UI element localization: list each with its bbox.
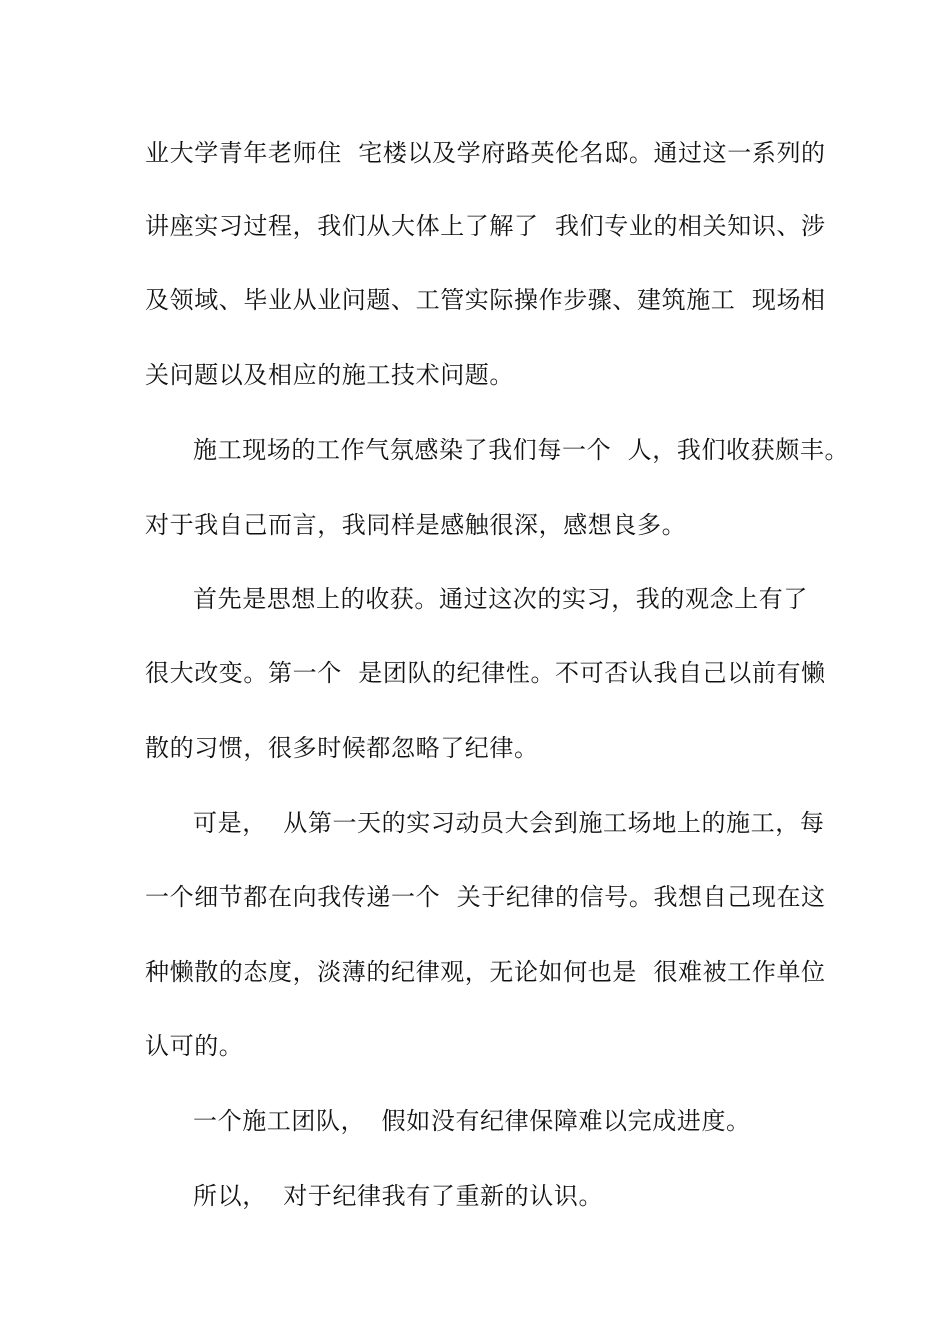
- paragraph-first-line: 首先是思想上的收获。通过这次的实习，我的观念上有了: [193, 585, 808, 613]
- text-line: 一个细节都在向我传递一个 关于纪律的信号。我想自己现在这: [145, 883, 826, 911]
- text-line: 业大学青年老师住 宅楼以及学府路英伦名邸。通过这一系列的: [145, 139, 826, 167]
- text-line: 很大改变。第一个 是团队的纪律性。不可否认我自己以前有懒: [145, 659, 826, 687]
- text-line: 讲座实习过程，我们从大体上了解了 我们专业的相关知识、涉: [145, 212, 826, 240]
- text-line: 认可的。: [145, 1032, 244, 1060]
- paragraph-first-line: 所以， 对于纪律我有了重新的认识。: [193, 1182, 604, 1210]
- text-line: 关问题以及相应的施工技术问题。: [145, 361, 514, 389]
- paragraph-first-line: 可是， 从第一天的实习动员大会到施工场地上的施工，每: [193, 809, 825, 837]
- paragraph-first-line: 施工现场的工作气氛感染了我们每一个 人，我们收获颇丰。: [193, 436, 850, 464]
- text-line: 对于我自己而言，我同样是感触很深，感想良多。: [145, 511, 687, 539]
- text-line: 种懒散的态度，淡薄的纪律观，无论如何也是 很难被工作单位: [145, 958, 826, 986]
- text-line: 及领域、毕业从业问题、工管实际操作步骤、建筑施工 现场相: [145, 286, 826, 314]
- paragraph-first-line: 一个施工团队， 假如没有纪律保障难以完成进度。: [193, 1107, 751, 1135]
- text-line: 散的习惯，很多时候都忽略了纪律。: [145, 734, 539, 762]
